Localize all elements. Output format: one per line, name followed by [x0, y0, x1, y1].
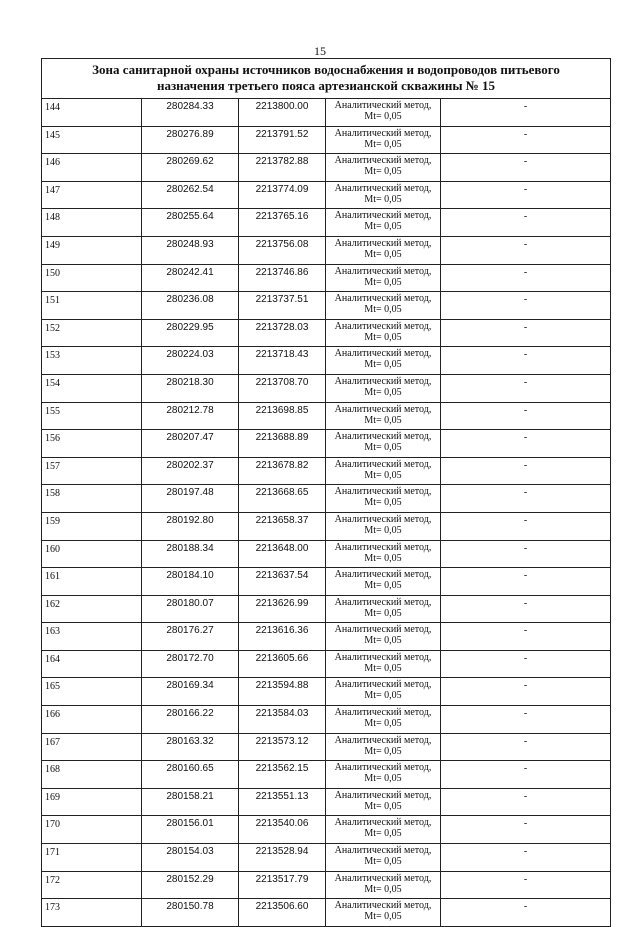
- point-number: 169: [42, 788, 142, 816]
- method-name: Аналитический метод,: [334, 431, 432, 443]
- coordinate-y: 2213594.88: [239, 678, 326, 706]
- method-name: Аналитический метод,: [334, 348, 432, 360]
- extra-value: -: [441, 374, 611, 402]
- table-row: [42, 374, 610, 402]
- table-title-line-1: Зона санитарной охраны источников водоснабжения и водопроводов питьевого: [92, 62, 560, 77]
- coordinate-x: 280218.30: [142, 374, 239, 402]
- point-number: 154: [42, 374, 142, 402]
- table-row: [42, 99, 610, 126]
- method-name: Аналитический метод,: [334, 707, 432, 719]
- method-accuracy: Мt= 0,05: [364, 552, 402, 564]
- coordinate-x: 280169.34: [142, 678, 239, 706]
- method-name: Аналитический метод,: [334, 872, 432, 884]
- table-row: [42, 512, 610, 540]
- method-name: Аналитический метод,: [334, 237, 432, 249]
- table-row: [42, 568, 610, 596]
- table-row: [42, 899, 610, 927]
- coordinate-y: 2213791.52: [239, 126, 326, 154]
- method-cell: [326, 816, 441, 844]
- coordinate-y: 2213765.16: [239, 209, 326, 237]
- method-name: Аналитический метод,: [334, 293, 432, 305]
- extra-value: -: [441, 899, 611, 927]
- extra-value: -: [441, 650, 611, 678]
- point-number: 158: [42, 485, 142, 513]
- method-accuracy: Мt= 0,05: [364, 718, 402, 730]
- extra-value: -: [441, 678, 611, 706]
- coordinate-x: 280255.64: [142, 209, 239, 237]
- method-cell: [326, 623, 441, 651]
- extra-value: -: [441, 568, 611, 596]
- table-row: [42, 706, 610, 734]
- method-accuracy: Мt= 0,05: [364, 138, 402, 150]
- method-name: Аналитический метод,: [334, 403, 432, 415]
- point-number: 167: [42, 733, 142, 761]
- coordinate-y: 2213800.00: [239, 99, 326, 126]
- method-name: Аналитический метод,: [334, 789, 432, 801]
- coordinate-y: 2213616.36: [239, 623, 326, 651]
- extra-value: -: [441, 154, 611, 182]
- extra-value: -: [441, 816, 611, 844]
- point-number: 172: [42, 871, 142, 899]
- coordinates-table: [42, 99, 610, 927]
- point-number: 159: [42, 512, 142, 540]
- point-number: 149: [42, 236, 142, 264]
- method-name: Аналитический метод,: [334, 127, 432, 139]
- coordinate-x: 280248.93: [142, 236, 239, 264]
- method-accuracy: Мt= 0,05: [364, 359, 402, 371]
- method-accuracy: Мt= 0,05: [364, 304, 402, 316]
- method-name: Аналитический метод,: [334, 624, 432, 636]
- extra-value: -: [441, 788, 611, 816]
- point-number: 164: [42, 650, 142, 678]
- table-row: [42, 485, 610, 513]
- method-accuracy: Мt= 0,05: [364, 111, 402, 122]
- coordinate-y: 2213551.13: [239, 788, 326, 816]
- point-number: 146: [42, 154, 142, 182]
- page-number: 15: [314, 44, 326, 58]
- method-name: Аналитический метод,: [334, 569, 432, 581]
- method-cell: [326, 540, 441, 568]
- coordinate-x: 280166.22: [142, 706, 239, 734]
- point-number: 170: [42, 816, 142, 844]
- point-number: 161: [42, 568, 142, 596]
- extra-value: -: [441, 209, 611, 237]
- coordinate-y: 2213605.66: [239, 650, 326, 678]
- coordinate-y: 2213517.79: [239, 871, 326, 899]
- extra-value: -: [441, 761, 611, 789]
- coordinate-x: 280176.27: [142, 623, 239, 651]
- coordinate-y: 2213737.51: [239, 292, 326, 320]
- coordinate-x: 280207.47: [142, 430, 239, 458]
- method-accuracy: Мt= 0,05: [364, 193, 402, 205]
- method-accuracy: Мt= 0,05: [364, 662, 402, 674]
- coordinate-y: 2213668.65: [239, 485, 326, 513]
- method-accuracy: Мt= 0,05: [364, 883, 402, 895]
- table-row: [42, 236, 610, 264]
- point-number: 162: [42, 595, 142, 623]
- table-row: [42, 209, 610, 237]
- extra-value: -: [441, 264, 611, 292]
- method-accuracy: Мt= 0,05: [364, 524, 402, 536]
- point-number: 147: [42, 181, 142, 209]
- method-name: Аналитический метод,: [334, 845, 432, 857]
- table-row: [42, 623, 610, 651]
- table-row: [42, 181, 610, 209]
- method-cell: [326, 650, 441, 678]
- method-accuracy: Мt= 0,05: [364, 828, 402, 840]
- point-number: 151: [42, 292, 142, 320]
- table-row: [42, 788, 610, 816]
- method-name: Аналитический метод,: [334, 679, 432, 691]
- table-title: [42, 59, 610, 99]
- coordinate-x: 280180.07: [142, 595, 239, 623]
- coordinate-y: 2213756.08: [239, 236, 326, 264]
- method-name: Аналитический метод,: [334, 651, 432, 663]
- point-number: 168: [42, 761, 142, 789]
- coordinate-y: 2213584.03: [239, 706, 326, 734]
- coordinate-x: 280184.10: [142, 568, 239, 596]
- method-cell: [326, 292, 441, 320]
- extra-value: -: [441, 540, 611, 568]
- method-cell: [326, 319, 441, 347]
- extra-value: -: [441, 706, 611, 734]
- coordinate-y: 2213698.85: [239, 402, 326, 430]
- coordinate-y: 2213728.03: [239, 319, 326, 347]
- method-accuracy: Мt= 0,05: [364, 414, 402, 426]
- method-accuracy: Мt= 0,05: [364, 469, 402, 481]
- table-row: [42, 595, 610, 623]
- method-cell: [326, 402, 441, 430]
- method-accuracy: Мt= 0,05: [364, 221, 402, 233]
- method-cell: [326, 512, 441, 540]
- method-cell: [326, 457, 441, 485]
- extra-value: -: [441, 457, 611, 485]
- table-title-line-2: назначения третьего пояса артезианской скважины № 15: [156, 78, 496, 93]
- method-accuracy: Мt= 0,05: [364, 497, 402, 509]
- coordinate-x: 280163.32: [142, 733, 239, 761]
- coordinate-x: 280172.70: [142, 650, 239, 678]
- point-number: 150: [42, 264, 142, 292]
- table-row: [42, 761, 610, 789]
- table-row: [42, 733, 610, 761]
- coordinate-x: 280150.78: [142, 899, 239, 927]
- coordinate-y: 2213746.86: [239, 264, 326, 292]
- table-row: [42, 430, 610, 458]
- coordinate-x: 280284.33: [142, 99, 239, 126]
- point-number: 165: [42, 678, 142, 706]
- coordinate-x: 280156.01: [142, 816, 239, 844]
- table-row: [42, 816, 610, 844]
- coordinate-x: 280276.89: [142, 126, 239, 154]
- coordinate-y: 2213782.88: [239, 154, 326, 182]
- method-accuracy: Мt= 0,05: [364, 386, 402, 398]
- coordinate-y: 2213774.09: [239, 181, 326, 209]
- method-name: Аналитический метод,: [334, 100, 432, 111]
- coordinate-x: 280188.34: [142, 540, 239, 568]
- table-row: [42, 871, 610, 899]
- point-number: 155: [42, 402, 142, 430]
- method-accuracy: Мt= 0,05: [364, 331, 402, 343]
- method-cell: [326, 209, 441, 237]
- extra-value: -: [441, 292, 611, 320]
- coordinate-x: 280236.08: [142, 292, 239, 320]
- method-cell: [326, 871, 441, 899]
- method-accuracy: Мt= 0,05: [364, 580, 402, 592]
- table-row: [42, 402, 610, 430]
- method-name: Аналитический метод,: [334, 900, 432, 912]
- point-number: 157: [42, 457, 142, 485]
- point-number: 173: [42, 899, 142, 927]
- coordinate-y: 2213708.70: [239, 374, 326, 402]
- table-row: [42, 678, 610, 706]
- table-row: [42, 540, 610, 568]
- method-name: Аналитический метод,: [334, 210, 432, 222]
- method-name: Аналитический метод,: [334, 541, 432, 553]
- method-cell: [326, 236, 441, 264]
- method-name: Аналитический метод,: [334, 762, 432, 774]
- point-number: 145: [42, 126, 142, 154]
- table-row: [42, 650, 610, 678]
- method-accuracy: Мt= 0,05: [364, 166, 402, 178]
- method-cell: [326, 568, 441, 596]
- coordinate-y: 2213506.60: [239, 899, 326, 927]
- coordinate-y: 2213688.89: [239, 430, 326, 458]
- point-number: 171: [42, 844, 142, 872]
- extra-value: -: [441, 99, 611, 126]
- extra-value: -: [441, 844, 611, 872]
- method-cell: [326, 678, 441, 706]
- coordinate-x: 280212.78: [142, 402, 239, 430]
- table-row: [42, 292, 610, 320]
- point-number: 148: [42, 209, 142, 237]
- coordinate-x: 280192.80: [142, 512, 239, 540]
- extra-value: -: [441, 430, 611, 458]
- method-cell: [326, 430, 441, 458]
- method-accuracy: Мt= 0,05: [364, 607, 402, 619]
- point-number: 152: [42, 319, 142, 347]
- coordinate-x: 280269.62: [142, 154, 239, 182]
- method-accuracy: Мt= 0,05: [364, 690, 402, 702]
- method-name: Аналитический метод,: [334, 734, 432, 746]
- extra-value: -: [441, 319, 611, 347]
- method-accuracy: Мt= 0,05: [364, 856, 402, 868]
- method-cell: [326, 733, 441, 761]
- method-accuracy: Мt= 0,05: [364, 800, 402, 812]
- method-name: Аналитический метод,: [334, 486, 432, 498]
- point-number: 160: [42, 540, 142, 568]
- coordinate-x: 280160.65: [142, 761, 239, 789]
- coordinate-y: 2213562.15: [239, 761, 326, 789]
- coordinate-y: 2213648.00: [239, 540, 326, 568]
- coordinate-y: 2213528.94: [239, 844, 326, 872]
- coordinate-y: 2213573.12: [239, 733, 326, 761]
- coordinate-x: 280242.41: [142, 264, 239, 292]
- method-cell: [326, 154, 441, 182]
- coordinate-y: 2213718.43: [239, 347, 326, 375]
- method-accuracy: Мt= 0,05: [364, 276, 402, 288]
- table-row: [42, 457, 610, 485]
- coordinates-table-body: [42, 99, 610, 926]
- method-cell: [326, 899, 441, 927]
- table-row: [42, 844, 610, 872]
- point-number: 166: [42, 706, 142, 734]
- table-row: [42, 347, 610, 375]
- extra-value: -: [441, 512, 611, 540]
- extra-value: -: [441, 871, 611, 899]
- table-row: [42, 319, 610, 347]
- method-accuracy: Мt= 0,05: [364, 248, 402, 260]
- method-cell: [326, 595, 441, 623]
- point-number: 153: [42, 347, 142, 375]
- point-number: 144: [42, 99, 142, 126]
- coordinate-x: 280262.54: [142, 181, 239, 209]
- point-number: 156: [42, 430, 142, 458]
- extra-value: -: [441, 126, 611, 154]
- coordinate-x: 280202.37: [142, 457, 239, 485]
- coordinate-y: 2213678.82: [239, 457, 326, 485]
- coordinates-sheet: [41, 58, 611, 927]
- extra-value: -: [441, 236, 611, 264]
- method-cell: [326, 181, 441, 209]
- table-row: [42, 264, 610, 292]
- extra-value: -: [441, 595, 611, 623]
- method-name: Аналитический метод,: [334, 182, 432, 194]
- method-cell: [326, 485, 441, 513]
- method-cell: [326, 99, 441, 126]
- table-row: [42, 126, 610, 154]
- coordinate-x: 280197.48: [142, 485, 239, 513]
- extra-value: -: [441, 485, 611, 513]
- extra-value: -: [441, 402, 611, 430]
- method-cell: [326, 347, 441, 375]
- coordinate-x: 280158.21: [142, 788, 239, 816]
- method-accuracy: Мt= 0,05: [364, 635, 402, 647]
- method-cell: [326, 264, 441, 292]
- coordinate-y: 2213637.54: [239, 568, 326, 596]
- method-cell: [326, 844, 441, 872]
- method-cell: [326, 706, 441, 734]
- extra-value: -: [441, 623, 611, 651]
- method-name: Аналитический метод,: [334, 265, 432, 277]
- table-row: [42, 154, 610, 182]
- method-accuracy: Мt= 0,05: [364, 442, 402, 454]
- method-name: Аналитический метод,: [334, 155, 432, 167]
- method-accuracy: Мt= 0,05: [364, 911, 402, 923]
- method-name: Аналитический метод,: [334, 513, 432, 525]
- method-cell: [326, 788, 441, 816]
- point-number: 163: [42, 623, 142, 651]
- method-name: Аналитический метод,: [334, 596, 432, 608]
- method-name: Аналитический метод,: [334, 375, 432, 387]
- method-cell: [326, 374, 441, 402]
- extra-value: -: [441, 733, 611, 761]
- coordinate-y: 2213626.99: [239, 595, 326, 623]
- coordinate-y: 2213658.37: [239, 512, 326, 540]
- extra-value: -: [441, 181, 611, 209]
- method-name: Аналитический метод,: [334, 320, 432, 332]
- extra-value: -: [441, 347, 611, 375]
- method-cell: [326, 126, 441, 154]
- method-name: Аналитический метод,: [334, 458, 432, 470]
- coordinate-x: 280229.95: [142, 319, 239, 347]
- coordinate-y: 2213540.06: [239, 816, 326, 844]
- method-accuracy: Мt= 0,05: [364, 773, 402, 785]
- coordinate-x: 280154.03: [142, 844, 239, 872]
- coordinate-x: 280224.03: [142, 347, 239, 375]
- method-name: Аналитический метод,: [334, 817, 432, 829]
- coordinate-x: 280152.29: [142, 871, 239, 899]
- method-cell: [326, 761, 441, 789]
- method-accuracy: Мt= 0,05: [364, 745, 402, 757]
